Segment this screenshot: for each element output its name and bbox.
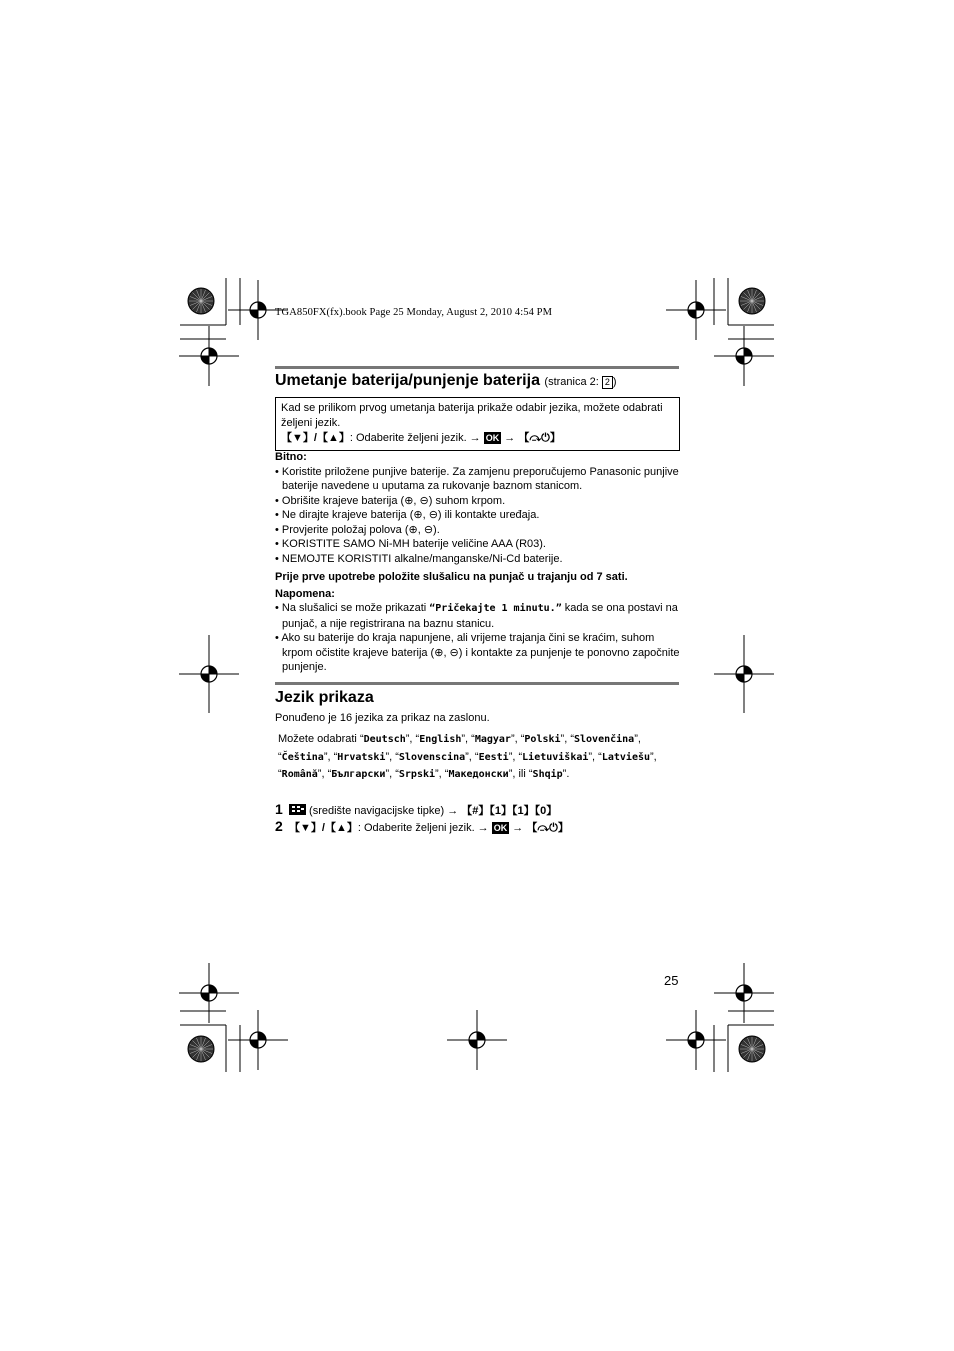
display-message: “Pričekajte 1 minutu.” bbox=[429, 603, 562, 614]
note-label: Napomena: bbox=[275, 587, 335, 600]
language-option: Slovenscina bbox=[398, 751, 466, 763]
language-option: Deutsch bbox=[363, 734, 406, 745]
ok-key-icon: OK bbox=[493, 823, 508, 833]
language-option: Eesti bbox=[478, 751, 509, 763]
section-title-language: Jezik prikaza bbox=[275, 689, 374, 706]
notice-text: Kad se prilikom prvog umetanja baterija prikaže odabir jezika, možete odabrati željeni jezik. bbox=[281, 402, 663, 429]
language-list: Možete odabrati “Deutsch”, “English”, “Magyar”, “Polski”, “Slovenčina”, “Čeština”, “Hrvatski”, “Slovenscina”, “Eesti”, “Lietuviškai”, “Latviešu”, “Română”, “Български”, “Srpski”, “Македонски”, ili “Shqip”. bbox=[278, 733, 657, 780]
charge-note: Prije prve upotrebe položite slušalicu na punjač u trajanju od 7 sati. bbox=[275, 571, 628, 583]
language-option: Македонски bbox=[448, 769, 509, 780]
language-option: Română bbox=[281, 769, 318, 780]
important-item: • Ne dirajte krajeve baterija (⊕, ⊖) ili kontakte uređaja. bbox=[275, 509, 540, 521]
important-section bbox=[275, 450, 680, 675]
language-option: English bbox=[419, 734, 462, 745]
menu-icon bbox=[289, 804, 306, 815]
page-number: 25 bbox=[664, 973, 679, 988]
note-item: • Ako su baterije do kraja napunjene, ali vrijeme trajanja čini se kraćim, suhom krpom očistite krajeve baterija (⊕, ⊖) i kontakte za punjenje te ponovno započnite punjenje. bbox=[275, 632, 680, 673]
section-title-text: Umetanje baterija/punjenje baterija bbox=[275, 372, 540, 389]
important-item: • Provjerite položaj polova (⊕, ⊖). bbox=[275, 523, 440, 536]
section-rule bbox=[275, 366, 679, 369]
page-reference: (stranica 2: 2 ) bbox=[544, 376, 617, 388]
language-option: Hrvatski bbox=[337, 751, 386, 763]
off-key-icon: 【⤼⏻】 bbox=[518, 432, 561, 444]
language-option: Latviešu bbox=[601, 751, 651, 763]
language-option: Čeština bbox=[281, 751, 324, 763]
language-option: Srpski bbox=[398, 769, 436, 780]
important-item: • Obrišite krajeve baterija (⊕, ⊖) suhom krpom. bbox=[275, 494, 506, 507]
important-item: • KORISTITE SAMO Ni-MH baterije veličine AAA (R03). bbox=[275, 538, 546, 550]
important-item: • NEMOJTE KORISTITI alkalne/manganske/Ni-Cd baterije. bbox=[275, 552, 563, 565]
language-option: Slovenčina bbox=[573, 734, 635, 745]
ok-key-icon: OK bbox=[485, 433, 500, 443]
section-title-battery bbox=[275, 372, 617, 390]
language-option: Lietuviškai bbox=[522, 751, 589, 763]
notice-instruction: 【▼】/【▲】: Odaberite željeni jezik. → OK → 【⤼⏻】 bbox=[281, 432, 561, 444]
language-option: Polski bbox=[524, 734, 561, 745]
language-intro: Ponuđeno je 16 jezika za prikaz na zaslonu. bbox=[275, 712, 490, 724]
book-header-line: TGA850FX(fx).book Page 25 Monday, August 2, 2010 4:54 PM bbox=[275, 307, 553, 318]
section-rule bbox=[275, 682, 679, 685]
language-option: Български bbox=[331, 769, 386, 780]
important-label: Bitno: bbox=[275, 451, 307, 463]
off-key-icon: 【⤼⏻】 bbox=[526, 822, 569, 834]
language-notice-box bbox=[275, 397, 680, 451]
language-option: Magyar bbox=[474, 734, 511, 745]
language-option: Shqip bbox=[532, 769, 563, 780]
step-1: 1 (središte navigacijske tipke) → 【#】【1】【1】【0】 bbox=[275, 801, 558, 817]
important-item: • Koristite priložene punjive baterije. Za zamjenu preporučujemo Panasonic punjive baterije navedene u uputama za rukovanje baznom stanicom. bbox=[275, 465, 679, 492]
note-item: • Na slušalici se može prikazati “Pričekajte 1 minutu.” kada se ona postavi na punjač, a nije registrirana na baznu stanicu. bbox=[275, 602, 678, 630]
step-2: 2 【▼】/【▲】: Odaberite željeni jezik. → OK → 【⤼⏻】 bbox=[275, 818, 569, 834]
